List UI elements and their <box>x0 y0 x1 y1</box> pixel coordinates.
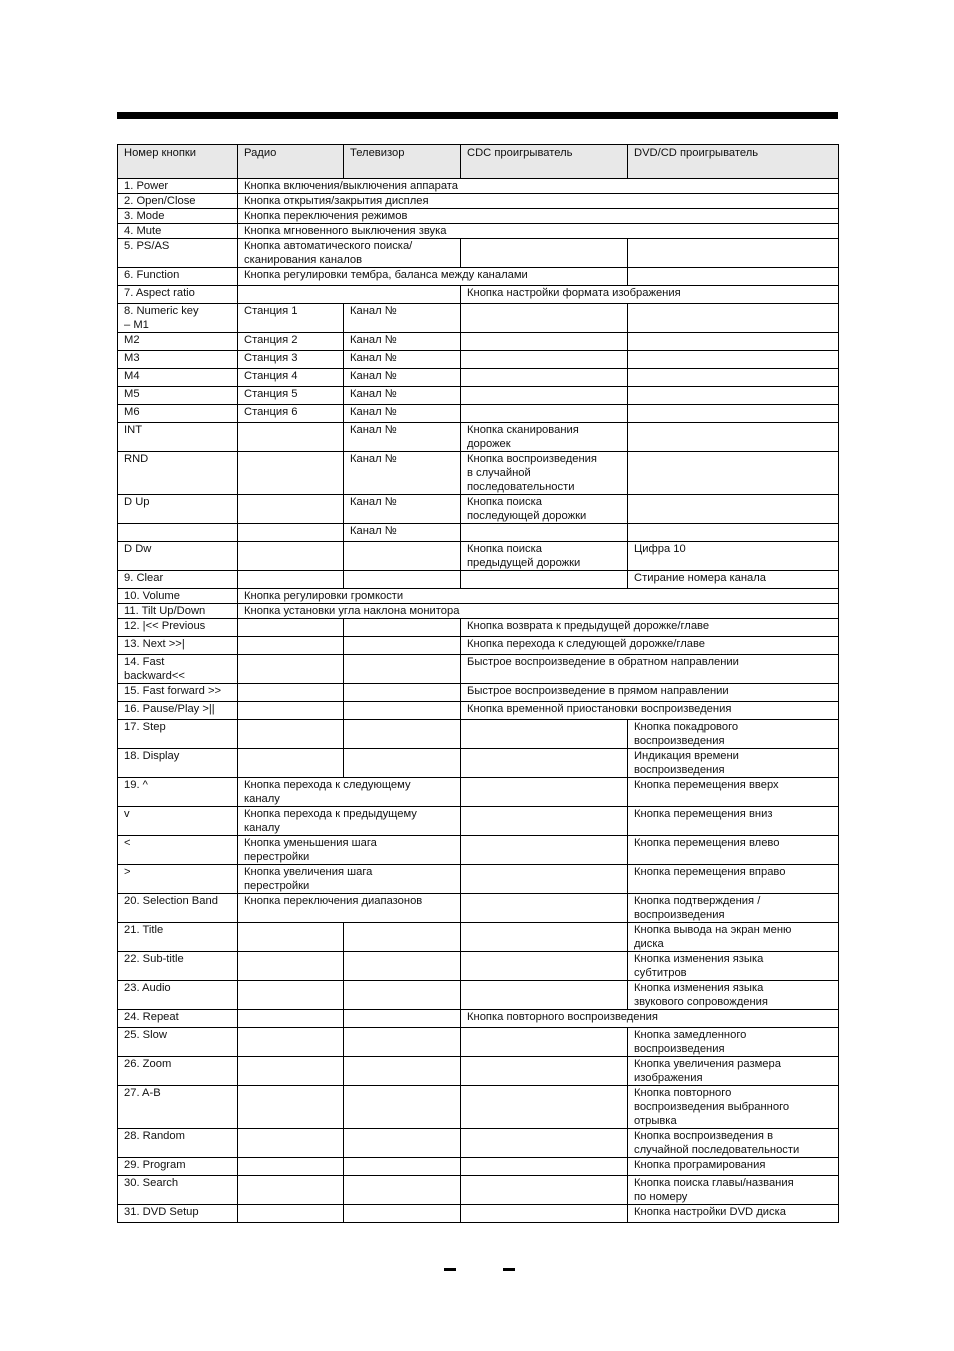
table-cell: Кнопка увеличения размера изображения <box>628 1057 839 1086</box>
table-cell: Станция 1 <box>238 304 344 333</box>
table-cell: Канал № <box>344 333 461 351</box>
table-cell <box>461 865 628 894</box>
table-cell: Канал № <box>344 304 461 333</box>
table-cell: 4. Mute <box>118 224 238 239</box>
table-cell: Канал № <box>344 405 461 423</box>
table-cell <box>238 1010 344 1028</box>
table-cell: 30. Search <box>118 1176 238 1205</box>
table-cell <box>628 239 839 268</box>
table-cell: Кнопка открытия/закрытия дисплея <box>238 194 839 209</box>
table-cell: Кнопка перехода к следующему каналу <box>238 778 461 807</box>
table-cell <box>238 1205 344 1223</box>
table-cell: M2 <box>118 333 238 351</box>
table-cell <box>344 571 461 589</box>
table-cell <box>628 369 839 387</box>
table-row <box>118 224 839 239</box>
table-row <box>118 542 839 571</box>
table-body <box>118 179 839 1223</box>
table-row <box>118 524 839 542</box>
table-cell <box>344 684 461 702</box>
table-cell: 13. Next >>| <box>118 637 238 655</box>
table-row <box>118 778 839 807</box>
table-cell: Канал № <box>344 423 461 452</box>
footer-dash-right <box>503 1268 515 1271</box>
table-row <box>118 749 839 778</box>
table-cell <box>628 268 839 286</box>
table-cell <box>628 387 839 405</box>
table-cell: 19. ^ <box>118 778 238 807</box>
table-row <box>118 209 839 224</box>
table-row <box>118 351 839 369</box>
table-cell: Кнопка перемещения вниз <box>628 807 839 836</box>
table-cell: v <box>118 807 238 836</box>
table-cell <box>238 495 344 524</box>
table-cell: Канал № <box>344 495 461 524</box>
table-cell <box>118 524 238 542</box>
table-cell <box>238 542 344 571</box>
table-cell: Кнопка поиска предыдущей дорожки <box>461 542 628 571</box>
table-row <box>118 619 839 637</box>
table-cell: M6 <box>118 405 238 423</box>
table-row <box>118 1057 839 1086</box>
table-cell <box>628 351 839 369</box>
table-row <box>118 720 839 749</box>
table-cell: Кнопка воспроизведения в случайной последовательности <box>461 452 628 495</box>
table-cell <box>461 387 628 405</box>
table-row <box>118 286 839 304</box>
table-cell: Станция 3 <box>238 351 344 369</box>
table-cell <box>238 1176 344 1205</box>
table-cell <box>628 495 839 524</box>
table-cell <box>344 1028 461 1057</box>
table-cell <box>628 524 839 542</box>
table-cell: Быстрое воспроизведение в обратном направлении <box>461 655 839 684</box>
table-cell: 24. Repeat <box>118 1010 238 1028</box>
table-row <box>118 923 839 952</box>
top-rule <box>117 112 838 119</box>
table-row <box>118 179 839 194</box>
table-cell <box>238 720 344 749</box>
table-cell: 5. PS/AS <box>118 239 238 268</box>
table-cell <box>238 923 344 952</box>
header-cdc-player: CDC проигрыватель <box>461 145 628 179</box>
table-row <box>118 894 839 923</box>
table-row <box>118 405 839 423</box>
table-cell <box>461 923 628 952</box>
table-cell: M5 <box>118 387 238 405</box>
table-cell <box>344 981 461 1010</box>
table-cell <box>344 923 461 952</box>
table-cell: 22. Sub-title <box>118 952 238 981</box>
table-cell <box>344 637 461 655</box>
table-cell: Кнопка програмирования <box>628 1158 839 1176</box>
table-cell <box>238 952 344 981</box>
table-cell: 17. Step <box>118 720 238 749</box>
table-cell: Стирание номера канала <box>628 571 839 589</box>
table-cell: 18. Display <box>118 749 238 778</box>
table-cell <box>238 524 344 542</box>
table-cell <box>461 749 628 778</box>
table-cell: Кнопка уменьшения шага перестройки <box>238 836 461 865</box>
table-cell <box>461 524 628 542</box>
table-cell: Кнопка перемещения вправо <box>628 865 839 894</box>
table-cell <box>461 1129 628 1158</box>
table-cell: M3 <box>118 351 238 369</box>
table-cell: Кнопка поиска последующей дорожки <box>461 495 628 524</box>
table-cell: Станция 2 <box>238 333 344 351</box>
table-cell: Кнопка покадрового воспроизведения <box>628 720 839 749</box>
table-row <box>118 604 839 619</box>
table-cell <box>461 1205 628 1223</box>
table-cell: 23. Audio <box>118 981 238 1010</box>
table-cell <box>238 981 344 1010</box>
table-cell: 9. Clear <box>118 571 238 589</box>
table-row <box>118 836 839 865</box>
table-cell: 31. DVD Setup <box>118 1205 238 1223</box>
table-cell: 20. Selection Band <box>118 894 238 923</box>
table-cell: Кнопка автоматического поиска/ сканирования каналов <box>238 239 461 268</box>
table-cell <box>461 571 628 589</box>
table-cell <box>461 405 628 423</box>
table-cell <box>238 286 461 304</box>
table-cell: Кнопка увеличения шага перестройки <box>238 865 461 894</box>
table-cell: 8. Numeric key – M1 <box>118 304 238 333</box>
table-row <box>118 239 839 268</box>
table-cell <box>344 1205 461 1223</box>
table-cell <box>461 981 628 1010</box>
table-cell <box>344 1086 461 1129</box>
table-cell: Быстрое воспроизведение в прямом направлении <box>461 684 839 702</box>
footer-dash-left <box>444 1268 456 1271</box>
table-row <box>118 655 839 684</box>
table-row <box>118 589 839 604</box>
table-cell <box>344 619 461 637</box>
table-cell: Кнопка перемещения вверх <box>628 778 839 807</box>
table-row <box>118 1086 839 1129</box>
table-cell: Цифра 10 <box>628 542 839 571</box>
table-cell <box>344 542 461 571</box>
table-cell: < <box>118 836 238 865</box>
table-row <box>118 637 839 655</box>
table-cell <box>238 1028 344 1057</box>
table-cell: Кнопка сканирования дорожек <box>461 423 628 452</box>
table-cell: INT <box>118 423 238 452</box>
table-cell <box>461 894 628 923</box>
header-radio: Радио <box>238 145 344 179</box>
table-row <box>118 684 839 702</box>
table-row <box>118 807 839 836</box>
table-cell <box>461 1176 628 1205</box>
table-cell <box>461 1057 628 1086</box>
table-cell: Кнопка переключения режимов <box>238 209 839 224</box>
table-cell <box>344 1057 461 1086</box>
table-cell: Кнопка перемещения влево <box>628 836 839 865</box>
table-cell: 11. Tilt Up/Down <box>118 604 238 619</box>
table-cell: Кнопка настройки DVD диска <box>628 1205 839 1223</box>
table-cell <box>238 702 344 720</box>
table-cell: 25. Slow <box>118 1028 238 1057</box>
table-cell <box>461 351 628 369</box>
table-row <box>118 1176 839 1205</box>
table-cell: Кнопка воспроизведения в случайной последовательности <box>628 1129 839 1158</box>
table-cell <box>344 702 461 720</box>
table-cell: 12. |<< Previous <box>118 619 238 637</box>
table-row <box>118 268 839 286</box>
table-row <box>118 1205 839 1223</box>
button-functions-table <box>117 144 839 1223</box>
table-cell: Индикация времени воспроизведения <box>628 749 839 778</box>
header-button-number: Номер кнопки <box>118 145 238 179</box>
table-row <box>118 304 839 333</box>
table-cell: Кнопка вывода на экран меню диска <box>628 923 839 952</box>
table-row <box>118 333 839 351</box>
table-cell <box>461 1158 628 1176</box>
table-cell: Кнопка повторного воспроизведения выбранного отрывка <box>628 1086 839 1129</box>
table-cell <box>461 239 628 268</box>
table-row <box>118 495 839 524</box>
table-cell <box>238 452 344 495</box>
table-cell: D Up <box>118 495 238 524</box>
table-row <box>118 1010 839 1028</box>
table-cell: Кнопка возврата к предыдущей дорожке/главе <box>461 619 839 637</box>
table-cell <box>344 720 461 749</box>
table-cell: Кнопка временной приостановки воспроизведения <box>461 702 839 720</box>
table-cell <box>461 1028 628 1057</box>
table-row <box>118 452 839 495</box>
table-cell <box>238 1129 344 1158</box>
table-cell: 2. Open/Close <box>118 194 238 209</box>
table-cell: Кнопка перехода к предыдущему каналу <box>238 807 461 836</box>
table-cell <box>344 952 461 981</box>
table-cell: Кнопка мгновенного выключения звука <box>238 224 839 239</box>
table-cell: M4 <box>118 369 238 387</box>
table-row <box>118 1129 839 1158</box>
table-cell <box>461 952 628 981</box>
table-cell: 21. Title <box>118 923 238 952</box>
table-cell: 14. Fast backward<< <box>118 655 238 684</box>
table-cell: 27. A-B <box>118 1086 238 1129</box>
table-cell: 28. Random <box>118 1129 238 1158</box>
table-cell <box>461 836 628 865</box>
table-row <box>118 423 839 452</box>
table-cell: Канал № <box>344 351 461 369</box>
table-cell: 6. Function <box>118 268 238 286</box>
table-cell <box>238 684 344 702</box>
table-cell: 10. Volume <box>118 589 238 604</box>
table-cell <box>238 655 344 684</box>
table-row <box>118 1158 839 1176</box>
table-cell: Кнопка перехода к следующей дорожке/главе <box>461 637 839 655</box>
header-tv: Телевизор <box>344 145 461 179</box>
table-cell <box>344 1129 461 1158</box>
table-cell <box>238 749 344 778</box>
table-cell: 7. Aspect ratio <box>118 286 238 304</box>
table-cell <box>461 720 628 749</box>
table-cell: 16. Pause/Play >|| <box>118 702 238 720</box>
table-cell <box>461 333 628 351</box>
table-cell <box>238 637 344 655</box>
table-cell <box>461 1086 628 1129</box>
table-cell <box>628 423 839 452</box>
table-cell <box>628 405 839 423</box>
table-cell <box>628 333 839 351</box>
table-cell: 26. Zoom <box>118 1057 238 1086</box>
table-cell: Станция 4 <box>238 369 344 387</box>
table-cell: D Dw <box>118 542 238 571</box>
table-cell <box>461 807 628 836</box>
table-cell: Кнопка переключения диапазонов <box>238 894 461 923</box>
table-cell: Кнопка установки угла наклона монитора <box>238 604 839 619</box>
table-cell <box>238 1158 344 1176</box>
table-cell <box>461 304 628 333</box>
table-cell <box>344 1158 461 1176</box>
table-cell: 1. Power <box>118 179 238 194</box>
table-cell <box>461 778 628 807</box>
table-cell <box>238 423 344 452</box>
table-row <box>118 981 839 1010</box>
table-cell: Кнопка повторного воспроизведения <box>461 1010 839 1028</box>
table-cell: Кнопка поиска главы/названия по номеру <box>628 1176 839 1205</box>
table-cell: Станция 6 <box>238 405 344 423</box>
table-cell: RND <box>118 452 238 495</box>
table-cell: Кнопка изменения языка субтитров <box>628 952 839 981</box>
table-cell <box>238 619 344 637</box>
table-cell <box>238 571 344 589</box>
table-cell: Канал № <box>344 524 461 542</box>
table-cell: Станция 5 <box>238 387 344 405</box>
table-cell: Канал № <box>344 387 461 405</box>
table-cell <box>238 1057 344 1086</box>
table-row <box>118 865 839 894</box>
table-cell <box>628 304 839 333</box>
table-cell <box>344 655 461 684</box>
table-cell: > <box>118 865 238 894</box>
table-row <box>118 952 839 981</box>
table-row <box>118 194 839 209</box>
table-header-row <box>118 145 839 179</box>
table-cell <box>344 749 461 778</box>
table-row <box>118 702 839 720</box>
header-dvd-cd-player: DVD/CD проигрыватель <box>628 145 839 179</box>
table-cell <box>344 1176 461 1205</box>
table-cell: 3. Mode <box>118 209 238 224</box>
table-cell: Кнопка подтверждения / воспроизведения <box>628 894 839 923</box>
table-cell: Кнопка регулировки тембра, баланса между каналами <box>238 268 628 286</box>
table-row <box>118 1028 839 1057</box>
table-cell: Кнопка настройки формата изображения <box>461 286 839 304</box>
table-cell <box>461 369 628 387</box>
table-cell: Канал № <box>344 369 461 387</box>
table-cell: Канал № <box>344 452 461 495</box>
table-cell: Кнопка изменения языка звукового сопровождения <box>628 981 839 1010</box>
table-row <box>118 571 839 589</box>
table-row <box>118 369 839 387</box>
table-cell: Кнопка включения/выключения аппарата <box>238 179 839 194</box>
table-row <box>118 387 839 405</box>
table-cell: 29. Program <box>118 1158 238 1176</box>
table-cell <box>238 1086 344 1129</box>
table-cell: 15. Fast forward >> <box>118 684 238 702</box>
table-cell: Кнопка замедленного воспроизведения <box>628 1028 839 1057</box>
table-cell <box>628 452 839 495</box>
table-cell <box>344 1010 461 1028</box>
table-cell: Кнопка регулировки громкости <box>238 589 839 604</box>
